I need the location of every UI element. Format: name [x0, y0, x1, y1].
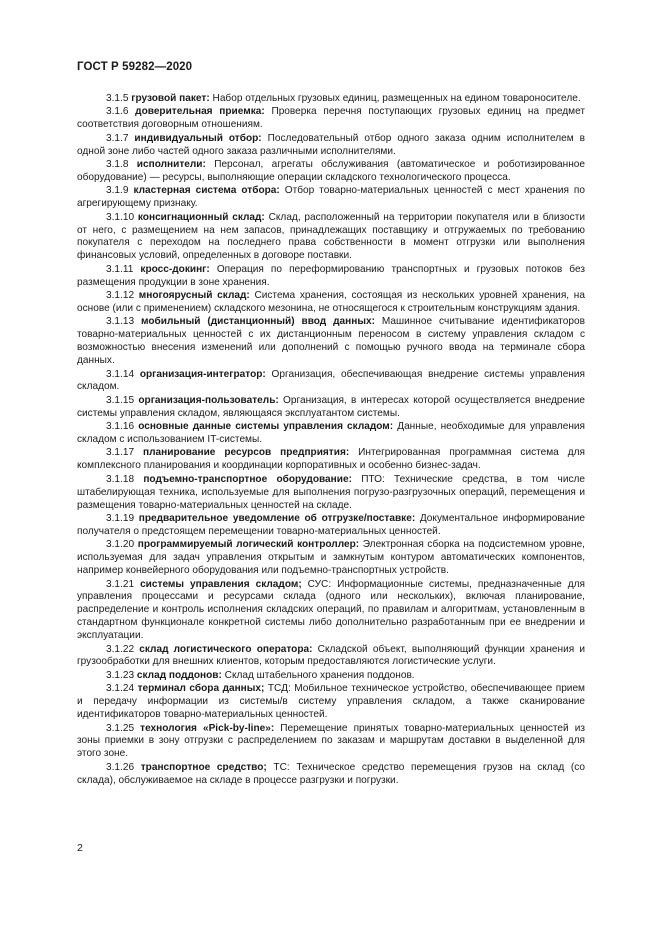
term-number: 3.1.18	[106, 473, 135, 485]
term-title: подъемно-транспортное оборудование:	[143, 473, 352, 485]
term-entry	[77, 395, 585, 421]
term-entry	[77, 316, 585, 368]
term-definition: Операция по переформированию транспортных и грузовых потоков без размещения продукции в зоне хранения.	[77, 263, 585, 288]
term-definition: Интегрированная программная система для комплексного планирования и координации корпоративных и особенно бизнес-задач.	[77, 447, 585, 472]
term-title: основные данные системы управления складом:	[138, 421, 394, 433]
term-definition: Организация, обеспечивающая внедрение системы управления складом.	[77, 368, 585, 393]
term-number: 3.1.23	[106, 669, 135, 681]
term-entry	[77, 264, 585, 290]
term-number: 3.1.21	[106, 578, 135, 590]
term-title: грузовой пакет:	[131, 93, 210, 104]
page-number: 2	[77, 842, 83, 854]
term-entry	[77, 421, 585, 447]
term-entry	[77, 579, 585, 644]
term-number: 3.1.6	[106, 106, 129, 118]
term-title: технология «Pick-by-line»:	[140, 722, 275, 734]
term-entry	[77, 670, 585, 683]
term-definition: Данные, необходимые для управления складом с использованием IT-системы.	[77, 421, 586, 446]
term-title: кластерная система отбора:	[133, 185, 280, 197]
term-title: программируемый логический контроллер:	[137, 539, 360, 551]
term-number: 3.1.10	[106, 211, 135, 223]
term-definition: Проверка перечня поступающих грузовых единиц на предмет соответствия договорным отношениям.	[77, 106, 586, 131]
term-title: доверительная приемка:	[135, 106, 265, 118]
term-entry	[77, 93, 585, 106]
term-entry	[77, 369, 585, 395]
term-title: планирование ресурсов предприятия:	[143, 447, 350, 459]
terms-list	[77, 93, 585, 788]
term-definition: Складской объект, выполняющий функции хранения и грузообработки для внешних клиентов, которым предоставляются логистические услуги.	[77, 643, 585, 668]
term-number: 3.1.7	[106, 132, 129, 144]
term-entry	[77, 644, 585, 670]
term-definition: Перемещение принятых товарно-материальных ценностей из зоны приемки в зону отгрузки с распределением по заказам и маршрутам доставки в выделенной для этого зоне.	[77, 722, 585, 760]
term-definition: Последовательный отбор одного заказа одним исполнителем в одной зоне либо частей одного заказа различными исполнителями.	[77, 132, 586, 157]
term-title: транспортное средство;	[140, 761, 267, 773]
term-definition: Склад, расположенный на территории покупателя или в близости от него, с размещением на нем запасов, принадлежащих поставщику и отгружаемых по требованию покупателя с переходом на последнего права собственности в момент отгрузки или выполнения финансовых условий, определенных в договоре поставки.	[77, 211, 585, 262]
term-number: 3.1.19	[106, 513, 135, 524]
term-title: склад логистического оператора:	[139, 643, 313, 655]
term-entry	[77, 723, 585, 762]
term-entry	[77, 539, 585, 578]
term-number: 3.1.8	[106, 159, 129, 171]
term-number: 3.1.9	[106, 185, 129, 197]
term-entry	[77, 762, 585, 788]
term-title: исполнители:	[136, 159, 206, 171]
term-number: 3.1.25	[106, 722, 135, 734]
term-number: 3.1.26	[106, 761, 135, 773]
term-definition: ТСД: Мобильное техническое устройство, обеспечивающее прием и передачу информации из системы/в систему управления складом, а также сканирование идентификаторов товарно-материальных ценностей.	[77, 683, 585, 721]
term-definition: Документальное информирование получателя о предстоящем перемещении товарно-материальных ценностей.	[77, 513, 586, 537]
term-title: мобильный (дистанционный) ввод данных:	[141, 316, 375, 328]
term-definition: Машинное считывание идентификаторов товарно-материальных ценностей с их дистанционным переносом в систему управления складом с возможностью внесения изменений или дополнений с помощью ручного ввода на терминале сбора данных.	[77, 316, 585, 367]
term-definition: Персонал, агрегаты обслуживания (автоматическое и роботизированное оборудование) — ресурсы, выполняющие операции складского технологического процесса.	[77, 159, 585, 183]
term-number: 3.1.12	[106, 290, 135, 302]
term-number: 3.1.22	[106, 643, 135, 655]
term-definition: ТС: Техническое средство перемещения грузов на склад (со склада), обслуживаемое на складе в процессе разгрузки и погрузки.	[77, 761, 585, 786]
term-entry	[77, 513, 585, 539]
term-number: 3.1.15	[106, 394, 135, 406]
term-entry	[77, 290, 585, 316]
term-title: организация-пользователь:	[138, 394, 279, 406]
term-title: индивидуальный отбор:	[134, 132, 262, 144]
term-definition: Отбор товарно-материальных ценностей с мест хранения по агрегирующему признаку.	[77, 185, 586, 210]
term-number: 3.1.20	[106, 539, 135, 551]
term-definition: Электронная сборка на подсистемном уровне, используемая для задач управления открытым и замкнутым контуром автоматических компонентов, например конвейерного оборудования или подъемно-транспортных устройств.	[77, 539, 585, 577]
term-number: 3.1.14	[106, 368, 135, 380]
term-title: склад поддонов:	[136, 669, 222, 681]
term-number: 3.1.16	[106, 421, 135, 433]
term-entry	[77, 106, 585, 132]
term-entry	[77, 159, 585, 185]
term-definition: Набор отдельных грузовых единиц, размещенных на едином товароносителе.	[209, 93, 581, 104]
term-title: терминал сбора данных;	[137, 683, 265, 695]
term-number: 3.1.13	[106, 316, 135, 328]
term-number: 3.1.5	[106, 93, 129, 104]
term-entry	[77, 133, 585, 159]
term-entry	[77, 474, 585, 513]
term-number: 3.1.24	[106, 683, 135, 695]
term-title: организация-интегратор:	[139, 368, 266, 380]
term-entry	[77, 447, 585, 473]
term-definition: ПТО: Технические средства, в том числе штабелирующая техника, используемые для выполнения погрузо-разгрузочных операций, перемещения и размещения товарно-материальных ценностей на складе.	[77, 473, 586, 511]
term-entry	[77, 683, 585, 722]
term-title: предварительное уведомление об отгрузке/поставке:	[138, 513, 416, 524]
term-title: кросс-докинг:	[140, 263, 210, 275]
term-title: многоярусный склад:	[138, 290, 250, 302]
term-title: консигнационный склад:	[137, 211, 265, 223]
term-definition: Организация, в интересах которой осуществляется внедрение системы управления складом, являющаяся эксплуатантом системы.	[77, 394, 585, 419]
term-entry	[77, 185, 585, 211]
document-header: ГОСТ Р 59282—2020	[77, 61, 193, 73]
term-definition: СУС: Информационные системы, предназначенные для управления процессами и ресурсами склада (одного или нескольких), включая планирование, распределение и контроль исполнения складских операций, по правилам и алгоритмам, установленным в стандартном функционале конкретной системы либо дополнительно разработанным при ее внедрении и эксплуатации.	[77, 578, 586, 642]
term-title: системы управления складом;	[140, 578, 302, 590]
term-number: 3.1.11	[106, 263, 134, 275]
term-entry	[77, 212, 585, 264]
term-definition: Система хранения, состоящая из нескольких уровней хранения, на основе (или с применением) складского мезонина, не относящегося к строительным конструкциям здания.	[77, 290, 585, 314]
term-definition: Склад штабельного хранения поддонов.	[221, 669, 415, 681]
term-number: 3.1.17	[106, 447, 135, 459]
